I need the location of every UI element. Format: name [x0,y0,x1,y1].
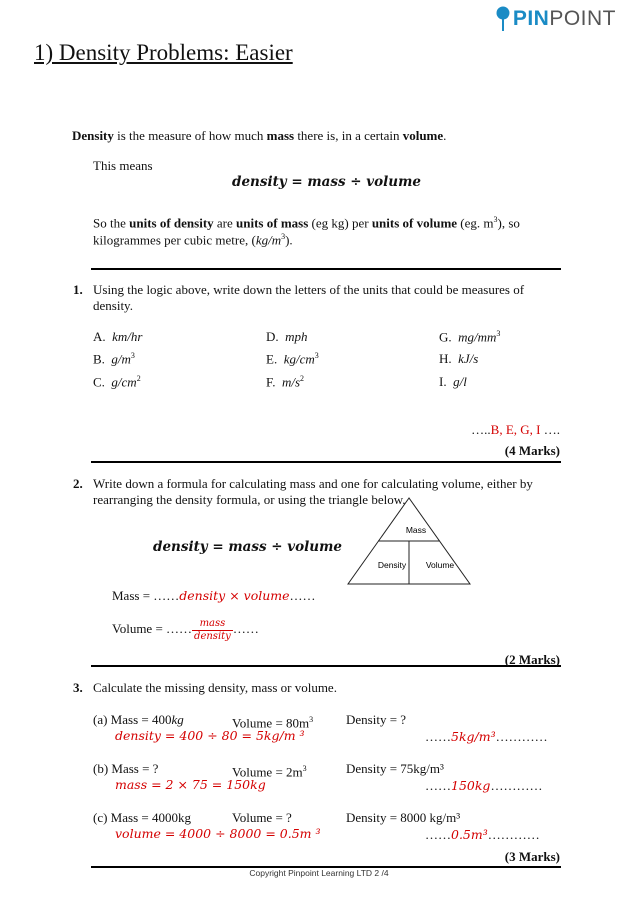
part-a-working: density = 400 ÷ 80 = 5kg/m ³ [115,728,305,743]
question-number: 1. [73,282,83,297]
divider [91,461,561,463]
pinpoint-logo [495,4,616,34]
option-a: A. km/hr [93,329,143,344]
question-number: 3. [73,680,83,695]
part-b-working: mass = 2 × 75 = 150kg [115,777,266,792]
option-c: C. $g/cm^2$ [93,374,141,390]
part-c-mass: (c) Mass = 4000kg [93,810,191,825]
question-text: density. [93,298,133,313]
part-c-density: Density = 8000 kg/m³ [346,810,461,825]
option-d: D. mph [266,329,308,344]
q1-answer: …..B, E, G, I …. [471,422,560,437]
part-a-volume: Volume = $80m^3$ [232,715,314,731]
this-means-text: This means [93,158,153,173]
part-b-volume: Volume = $2m^3$ [232,764,307,780]
part-b-answer: ……150kg………… [425,778,543,793]
part-b-density: Density = 75kg/m³ [346,761,444,776]
option-i: I. g/l [439,374,467,389]
option-e: E. $kg/cm^3$ [266,351,319,367]
triangle-mass-label: Mass [405,525,427,535]
divider [91,268,561,270]
option-g: G. $mg/mm^3$ [439,329,501,345]
divider [91,665,561,667]
question-text: Write down a formula for calculating mass and one for calculating volume, either by [93,476,533,491]
part-b-mass: (b) Mass = ? [93,761,159,776]
units-explanation: So the units of density are units of mass (eg kg) per units of volume (eg. $m^3$), so [93,215,520,231]
part-a-answer: ……5kg/m³………… [425,729,548,744]
volume-formula-answer: Volume = …… $\frac{\text{mass}}{\text{density}}$ …… [112,617,259,642]
part-a-density: Density = ? [346,712,407,727]
density-formula: density = mass ÷ volume [232,174,421,190]
part-c-volume: Volume = ? [232,810,292,825]
part-a-mass: (a) Mass = 400kg [93,712,184,727]
map-pin-icon [495,6,511,32]
mass-formula-answer: Mass = ……density × volume…… [112,588,316,603]
copyright-footer: Copyright Pinpoint Learning LTD 2 /4 [249,868,389,878]
logo-text-point: POINT [549,7,616,30]
option-f: F. $m/s^2$ [266,374,305,390]
question-text: Using the logic above, write down the letters of the units that could be measures of [93,282,525,297]
density-formula: density = mass ÷ volume [153,539,342,555]
triangle-density-label: Density [377,560,407,570]
part-c-answer: ……0.5m³………… [425,827,540,842]
triangle-volume-label: Volume [425,560,455,570]
option-b: B. $g/m^3$ [93,351,135,367]
part-c-working: volume = 4000 ÷ 8000 = 0.5m ³ [115,826,321,841]
page-title: 1) Density Problems: Easier [34,40,293,65]
units-explanation-cont: kilogrammes per cubic metre, $(kg/m^3)$. [93,232,293,248]
q2-marks: (2 Marks) [504,652,560,667]
q3-marks: (3 Marks) [504,849,560,864]
question-text: rearranging the density formula, or using the triangle below. [93,492,406,507]
option-h: H. kJ/s [439,351,479,366]
density-triangle-diagram [346,496,472,586]
question-number: 2. [73,476,83,491]
logo-text-pin: PIN [512,7,550,30]
intro-definition: Density is the measure of how much mass there is, in a certain volume. [72,128,447,143]
q1-marks: (4 Marks) [504,443,560,458]
question-text: Calculate the missing density, mass or volume. [93,680,337,695]
